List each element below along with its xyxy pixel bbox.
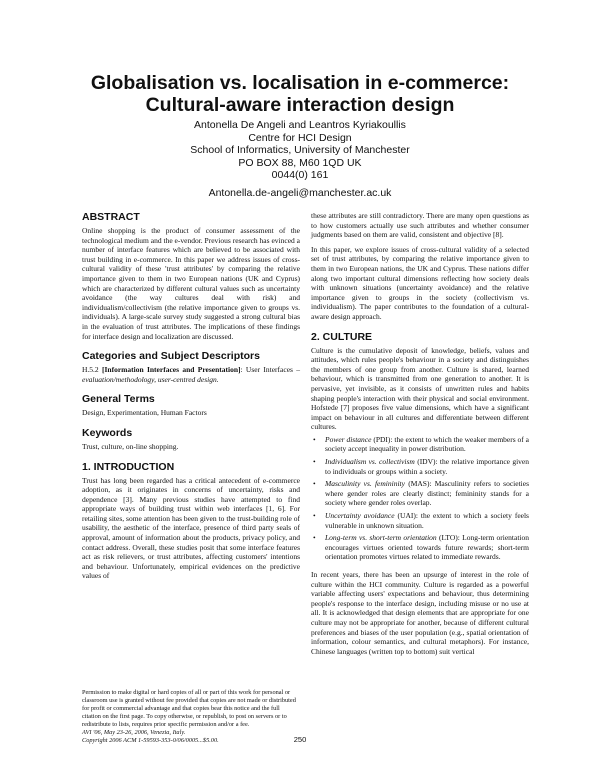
dimension-text: (PDI): the extent to which the weaker members of a society accept inequality in power distribution. xyxy=(325,434,529,454)
dimension-text: (LTO): Long-term orientation encourages virtues oriented towards future rewards; short-term orientation promotes virtues related to immediate rewards. xyxy=(325,533,529,562)
left-column xyxy=(82,211,300,581)
dimension-term: Masculinity vs. femininity xyxy=(325,479,405,489)
culture-heading: 2. CULTURE xyxy=(311,330,373,343)
title-line-2: Cultural-aware interaction design xyxy=(145,94,455,116)
dimension-text: (MAS): Masculinity refers to societies where gender roles are clearly distinct; femininity stands for a society where gender roles overlap. xyxy=(325,479,529,508)
author-phone: 0044(0) 161 xyxy=(271,169,329,181)
bullet-icon: • xyxy=(313,479,316,489)
dimension-term: Uncertainty avoidance xyxy=(325,511,395,521)
hofstede-dimension-list xyxy=(311,435,529,562)
paper-title xyxy=(0,72,600,116)
bullet-icon: • xyxy=(313,457,316,467)
culture-text: Culture is the cumulative deposit of knowledge, beliefs, values and attitudes, which rules people's behaviour in a society and distinguishes the members of one group from another. Culture is shared, learned behaviour, which is transmitted from one generation to another. It is pervasive, yet invisible, as it consists of unwritten rules and habits shaping people's interaction with their physical and social environment. Hofstede [7] proposes five value dimensions, which have a significant impact on behaviour in all cultures and differentiate between different cultures. xyxy=(311,345,529,432)
keywords-text: Trust, culture, on-line shopping. xyxy=(82,441,179,451)
list-item xyxy=(311,511,529,530)
abstract-text: Online shopping is the product of consumer assessment of the technological medium and the e-vendor. Previous research has evinced a number of interface features which are believed to be associated with trust building in e-commerce. In this paper we address issues of cross-cultural validity of these 'trust attributes' by comparing the relative importance given to them in two European nations (UK and Cyprus) which are characterized by different cultural values such as uncertainty avoidance (the way cultures deal with risk) and individualism/collectivism (the relative importance given to groups vs. individuals). A large-scale survey study suggested a strong cultural bias in the evaluation of trust attributes. The implications of these findings for interface design and localization are discussed. xyxy=(82,226,300,341)
copyright-line: Copyright 2006 ACM 1-59593-353-0/06/0005...$5.00. xyxy=(82,737,219,744)
keywords-heading: Keywords xyxy=(82,426,133,439)
author-block xyxy=(0,119,600,199)
culture-hci-text: In recent years, there has been an upsurge of interest in the role of culture within the HCI community. Culture is regarded as a powerful variable affecting users' expectations and behaviour, thus determining people's response to the interface design, including misuse or no use at all. It is acknowledged that design elements that are appropriate for one culture may not be appropriate for another, because of different cultural preferences and biases of the user population (e.g., spatial orientation of information, colour semantics, and cultural metaphors). For instance, Chinese languages (written top to bottom) suit vertical xyxy=(311,570,529,656)
bullet-icon: • xyxy=(313,511,316,521)
general-terms-text: Design, Experimentation, Human Factors xyxy=(82,408,207,418)
dimension-term: Long-term vs. short-term orientation xyxy=(325,533,437,543)
categories-code: H.5.2 xyxy=(82,365,102,375)
categories-text xyxy=(82,365,300,384)
page-number: 250 xyxy=(293,735,307,744)
bullet-icon: • xyxy=(313,434,316,444)
dimension-text: (UAI): the extent to which a society feels vulnerable in unknown situation. xyxy=(325,511,529,530)
introduction-heading: 1. INTRODUCTION xyxy=(82,460,175,473)
categories-bold: [Information Interfaces and Presentation] xyxy=(101,365,241,375)
copyright-permission: Permission to make digital or hard copies of all or part of this work for personal or classroom use is granted without fee provided that copies are not made or distributed for profit or commercial advantage and that copies bear this notice and the full citation on the first page. To copy otherwise, or republish, to post on servers or to redistribute to lists, requires prior specific permission and/or a fee. xyxy=(82,689,296,728)
title-line-1: Globalisation vs. localisation in e-commerce: xyxy=(90,72,510,94)
categories-heading: Categories and Subject Descriptors xyxy=(82,350,260,363)
intro-continued-text: these attributes are still contradictory. There are many open questions as to how customers actually use such attributes and whether consumer judgments based on them are valid, consistent and objective [8]. xyxy=(311,211,529,240)
list-item xyxy=(311,457,529,476)
author-names: Antonella De Angeli and Leantros Kyriakoullis xyxy=(194,119,406,131)
categories-rest: : User Interfaces – xyxy=(240,365,300,375)
list-item xyxy=(311,435,529,454)
right-column xyxy=(311,211,529,656)
bullet-icon: • xyxy=(313,533,316,543)
intro-paper-scope-text: In this paper, we explore issues of cross-cultural validity of a selected set of trust attributes, by comparing the relative importance given to them in two European nations, the UK and Cyprus. These nations differ along two important cultural dimensions reflecting how society deals with unknown situations (uncertainty avoidance) and the relative importance given to groups in the society (collectivism vs. individualism). The paper contributes to the foundation of a cultural-aware design approach. xyxy=(311,244,529,321)
general-terms-heading: General Terms xyxy=(82,393,155,406)
categories-italic: evaluation/methodology, user-centred design. xyxy=(82,374,219,384)
dimension-term: Individualism vs. collectivism xyxy=(325,457,415,467)
author-affiliation-centre: Centre for HCI Design xyxy=(248,131,352,144)
author-affiliation-school: School of Informatics, University of Manchester xyxy=(190,144,410,156)
author-email: Antonella.de-angeli@manchester.ac.uk xyxy=(208,186,392,199)
list-item xyxy=(311,479,529,508)
dimension-text: (IDV): the relative importance given to individuals or groups within a society. xyxy=(325,457,529,476)
copyright-venue: AVI '06, May 23-26, 2006, Venezia, Italy. xyxy=(82,729,186,736)
abstract-heading: ABSTRACT xyxy=(82,211,140,223)
introduction-text: Trust has long been regarded has a critical antecedent of e-commerce adoption, as it originates in concerns of uncertainty, risks and dependence [3]. Many previous studies have attempted to find appropriate ways of building trust within web interfaces [1, 6]. For retailing sites, some attention has been given to the trust-building role of usability, the aesthetic of the interface, presence of third party seals of approval, amount of information about the products, privacy policy, and contact address. Overall, these studies posit that some interface features act as risk relievers, or trust attributes, affecting customers' intentions and behaviour. Unfortunately, empirical evidences on the predictive values of xyxy=(82,475,300,581)
dimension-term: Power distance xyxy=(325,434,372,444)
list-item xyxy=(311,533,529,562)
author-address: PO BOX 88, M60 1QD UK xyxy=(238,156,362,169)
